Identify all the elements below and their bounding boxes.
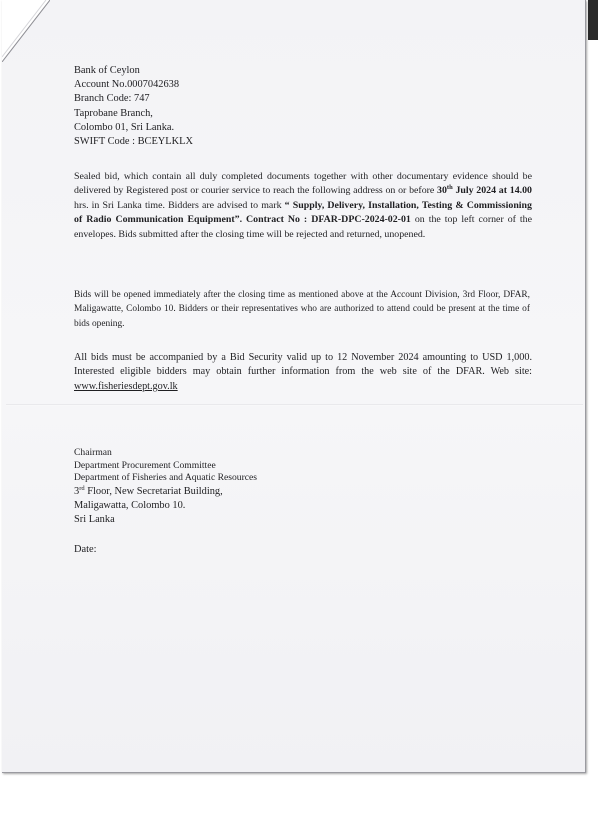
branch-code: Branch Code: 747 — [74, 93, 150, 105]
branch-name: Taprobane Branch, — [74, 107, 153, 119]
bank-address — [74, 64, 193, 149]
building-name: Floor, New Secretariat Building, — [84, 485, 223, 497]
contract-title: “ Supply, Delivery, Installation, Testing & Commissioning of Radio Communication Equipment”. Contract No : DFAR-DPC-2024-02-01 — [74, 199, 532, 226]
signature-country: Sri Lanka — [74, 514, 115, 526]
submission-paragraph — [74, 170, 532, 242]
submission-text: Sealed bid, which contain all duly completed documents together with other documentary evidence should be delivered by Registered post or courier service to reach the following address on or before — [74, 171, 532, 197]
bid-security-text: All bids must be accompanied by a Bid Security valid up to 12 November 2024 amounting to USD 1,000. Interested eligible bidders may obtain further information from the web site of the DFAR. Web site: — [74, 352, 532, 378]
signature-block — [74, 447, 257, 527]
closing-date — [437, 185, 532, 196]
floor-number: 3 — [74, 485, 80, 497]
closing-date-rest: July 2024 at 14.00 — [452, 185, 532, 197]
bid-security-paragraph — [74, 351, 532, 394]
website-link[interactable]: www.fisheriesdept.gov.lk — [74, 380, 178, 392]
signature-city: Maligawatta, Colombo 10. — [74, 499, 186, 511]
scan-edge-mark — [588, 0, 598, 40]
department-name: Department of Fisheries and Aquatic Resources — [74, 472, 258, 484]
page-fold-line — [6, 404, 583, 406]
submission-text-2: hrs. in Sri Lanka time. Bidders are advised to mark — [74, 199, 285, 211]
folded-corner-icon — [2, 0, 50, 62]
swift-code: SWIFT Code : BCEYLKLX — [74, 136, 194, 148]
submission-text-3: on the top left corner of the envelopes. Bids submitted after the closing time will be rejected and returned, unopened. — [74, 214, 532, 240]
building-address — [74, 485, 257, 499]
date-label: Date: — [74, 544, 97, 555]
committee-name: Department Procurement Committee — [74, 459, 216, 471]
floor-suffix: rd — [79, 484, 85, 492]
bank-name: Bank of Ceylon — [74, 65, 140, 76]
closing-day-suffix: th — [446, 184, 453, 192]
account-number: Account No.0007042638 — [74, 79, 180, 91]
branch-city: Colombo 01, Sri Lanka. — [74, 121, 175, 133]
closing-day: 30 — [437, 185, 447, 197]
signatory-title: Chairman — [74, 447, 112, 458]
opening-paragraph: Bids will be opened immediately after the closing time as mentioned above at the Account Division, 3rd Floor, DFAR, Maligawatte, Colombo 10. Bidders or their representatives who are authorized to attend could be present at the time of bids opening. — [74, 290, 530, 329]
